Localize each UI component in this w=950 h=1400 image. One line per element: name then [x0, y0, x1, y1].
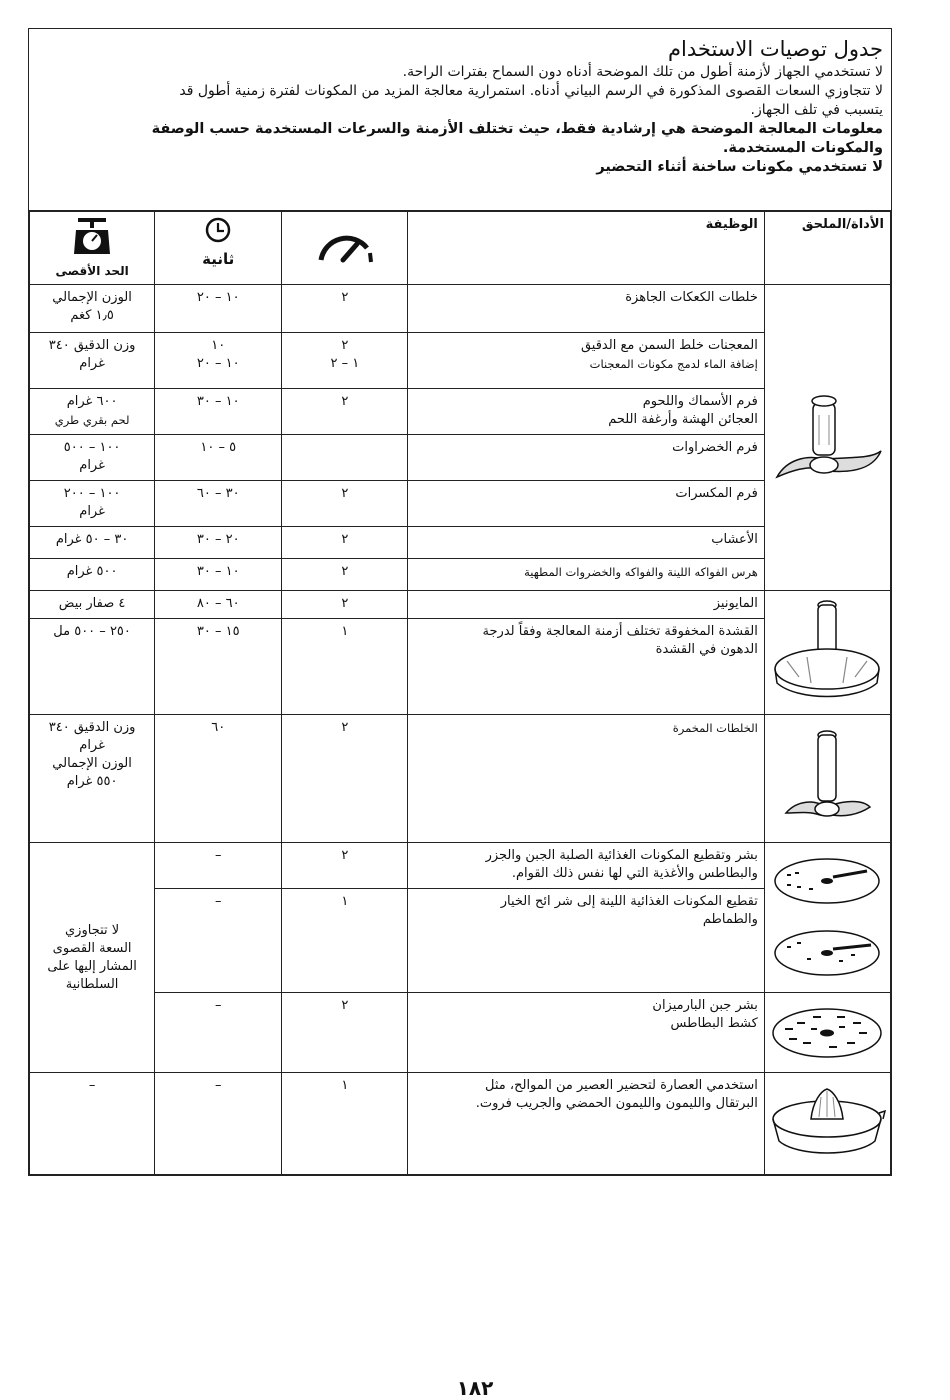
max-line: غرام [79, 356, 105, 371]
speed-cell: ٢ [282, 527, 408, 559]
table-row [30, 435, 891, 481]
function-line: إضافة الماء لدمج مكونات المعجنات [589, 357, 758, 371]
function-line: بشر وتقطيع المكونات الغذائية الصلبة الجبن والجزر [485, 848, 758, 863]
max-cell-disc-note [30, 843, 155, 1073]
time-cell: ٥ – ١٠ [155, 435, 282, 481]
function-line: البرتقال والليمون والليمون الحمضي والجريب فروت. [475, 1096, 758, 1111]
function-line: استخدمي العصارة لتحضير العصير من الموالح، مثل [485, 1078, 758, 1093]
speedometer-icon [313, 224, 377, 266]
col-header-tool: الأداة/الملحق [764, 212, 890, 285]
function-cell [408, 619, 764, 715]
speed-cell [282, 435, 408, 481]
dough-tool-icon [772, 727, 882, 837]
col-header-max [30, 212, 155, 285]
speed-cell: ٢ [282, 993, 408, 1073]
max-line: ١٠٠ – ٥٠٠ [63, 440, 121, 455]
whisk-attachment-icon [767, 597, 887, 707]
max-line: ٥٥٠ غرام [66, 774, 118, 789]
max-line: غرام [79, 504, 105, 519]
max-line: لا تتجاوزي [65, 922, 120, 938]
function-line: كشط البطاطس [670, 1016, 758, 1031]
speed-cell: ٢ [282, 481, 408, 527]
table-row [30, 843, 891, 889]
max-cell [30, 285, 155, 333]
grating-disc-icon [767, 999, 887, 1069]
speed-cell: ٢ [282, 559, 408, 591]
max-cell [30, 715, 155, 843]
speed-cell: ١ [282, 889, 408, 993]
intro-line: لا تتجاوزي السعات القصوى المذكورة في الرسم البياني أدناه. استمرارية معالجة المزيد من المكونات لفترة زمنية أطول قد [179, 83, 883, 99]
max-line: لحم بقري طري [54, 413, 130, 427]
speed-line: ٢ [341, 338, 349, 353]
function-line: تقطيع المكونات الغذائية اللينة إلى شر ائح الخيار [500, 894, 758, 909]
max-cell: ٢٥٠ – ٥٠٠ مل [30, 619, 155, 715]
function-cell: خلطات الكعكات الجاهزة [408, 285, 764, 333]
speed-cell: ٢ [282, 389, 408, 435]
clock-icon [203, 216, 233, 244]
header-row [30, 212, 891, 285]
function-line: والطماطم [702, 912, 758, 927]
table-row [30, 1073, 891, 1175]
time-cell: ٦٠ [155, 715, 282, 843]
table-row [30, 333, 891, 389]
slicing-disc-icon [767, 849, 887, 989]
intro-line: لا تستخدمي الجهاز لأزمنة أطول من تلك الموضحة أدناه دون السماح بفترات الراحة. [402, 64, 883, 80]
time-cell: ٦٠ – ٨٠ [155, 591, 282, 619]
recommendations-sheet [28, 28, 892, 1176]
table-row [30, 527, 891, 559]
max-cell: ٥٠٠ غرام [30, 559, 155, 591]
page-title: جدول توصيات الاستخدام [668, 37, 883, 61]
function-line: فرم الأسماك واللحوم [642, 394, 758, 409]
table-row [30, 559, 891, 591]
time-cell: – [155, 1073, 282, 1175]
function-line: العجائن الهشة وأرغفة اللحم [608, 412, 758, 427]
table-row [30, 889, 891, 993]
speed-cell: ٢ [282, 843, 408, 889]
tool-cell-knife-blade [764, 285, 890, 591]
time-cell: ١٠ – ٢٠ [155, 285, 282, 333]
max-cell [30, 481, 155, 527]
max-line: السلطانية [65, 976, 119, 992]
max-line: وزن الدقيق ٣٤٠ [48, 720, 136, 735]
max-line: وزن الدقيق ٣٤٠ [48, 338, 136, 353]
function-cell: فرم المكسرات [408, 481, 764, 527]
speed-cell: ٢ [282, 715, 408, 843]
tool-cell-grating-disc [764, 993, 890, 1073]
max-cell: – [30, 1073, 155, 1175]
function-cell: هرس الفواكه اللينة والفواكه والخضروات المطهية [408, 559, 764, 591]
max-cell [30, 333, 155, 389]
max-cell [30, 435, 155, 481]
max-line: ٦٠٠ غرام [66, 394, 118, 409]
time-cell: ١٥ – ٣٠ [155, 619, 282, 715]
function-cell [408, 889, 764, 993]
max-cell: ٣٠ – ٥٠ غرام [30, 527, 155, 559]
time-cell: ٢٠ – ٣٠ [155, 527, 282, 559]
intro-line: يتسبب في تلف الجهاز. [750, 102, 883, 118]
speed-cell: ٢ [282, 285, 408, 333]
time-cell: ٣٠ – ٦٠ [155, 481, 282, 527]
function-cell [408, 1073, 764, 1175]
function-line: الدهون في القشدة [655, 642, 758, 657]
intro-block [29, 29, 891, 211]
function-cell [408, 389, 764, 435]
time-cell: – [155, 843, 282, 889]
function-cell: فرم الخضراوات [408, 435, 764, 481]
function-cell: المايونيز [408, 591, 764, 619]
max-line: غرام [79, 738, 105, 753]
time-line: ١٠ [211, 338, 226, 353]
max-cell: ٤ صفار بيض [30, 591, 155, 619]
intro-note: معلومات المعالجة الموضحة هي إرشادية فقط، حيث تختلف الأزمنة والسرعات المستخدمة حسب الوصفة [151, 121, 883, 137]
max-line: غرام [79, 458, 105, 473]
scale-icon [70, 216, 114, 256]
max-line: السعة القصوى [52, 940, 132, 956]
time-cell: – [155, 889, 282, 993]
speed-cell [282, 333, 408, 389]
table-row [30, 481, 891, 527]
function-line: بشر جبن البارميزان [652, 998, 758, 1013]
time-cell: – [155, 993, 282, 1073]
tool-cell-whisk [764, 591, 890, 715]
intro-warning: لا تستخدمي مكونات ساخنة أثناء التحضير [596, 159, 883, 175]
table-row [30, 389, 891, 435]
speed-cell: ١ [282, 1073, 408, 1175]
max-line: الوزن الإجمالي [52, 756, 132, 771]
time-cell: ١٠ – ٣٠ [155, 389, 282, 435]
table-row [30, 285, 891, 333]
function-cell: الأعشاب [408, 527, 764, 559]
max-line: ١٠٠ – ٢٠٠ [63, 486, 121, 501]
table-row [30, 591, 891, 619]
function-line: القشدة المخفوقة تختلف أزمنة المعالجة وفقاً لدرجة [482, 624, 758, 639]
citrus-press-icon [767, 1083, 887, 1163]
function-line: المعجنات خلط السمن مع الدقيق [580, 338, 758, 353]
function-cell: الخلطات المخمرة [408, 715, 764, 843]
tool-cell-dough-tool [764, 715, 890, 843]
time-unit-label: ثانية [202, 250, 235, 268]
max-line: ١٫٥ كغم [70, 308, 114, 323]
max-line: المشار إليها على [47, 958, 137, 974]
col-header-speed [282, 212, 408, 285]
col-header-function: الوظيفة [408, 212, 764, 285]
function-line: والبطاطس والأغذية التي لها نفس ذلك القوام. [511, 866, 758, 881]
time-line: ١٠ – ٢٠ [196, 356, 240, 371]
knife-blade-icon [767, 385, 887, 525]
max-line: الوزن الإجمالي [52, 290, 132, 305]
tool-cell-citrus-press [764, 1073, 890, 1175]
col-header-time [155, 212, 282, 285]
speed-line: ١ – ٢ [330, 356, 360, 371]
function-cell [408, 843, 764, 889]
speed-cell: ٢ [282, 591, 408, 619]
max-label: الحد الأقصى [55, 264, 129, 278]
page-number: ١٨٢ [456, 1376, 494, 1400]
usage-table [29, 211, 891, 1175]
time-cell: ١٠ – ٣٠ [155, 559, 282, 591]
max-cell [30, 389, 155, 435]
speed-cell: ١ [282, 619, 408, 715]
function-cell [408, 333, 764, 389]
function-cell [408, 993, 764, 1073]
table-row [30, 715, 891, 843]
tool-cell-slicing-discs [764, 843, 890, 993]
intro-note: والمكونات المستخدمة. [722, 140, 883, 156]
table-row [30, 619, 891, 715]
table-row [30, 993, 891, 1073]
time-cell [155, 333, 282, 389]
